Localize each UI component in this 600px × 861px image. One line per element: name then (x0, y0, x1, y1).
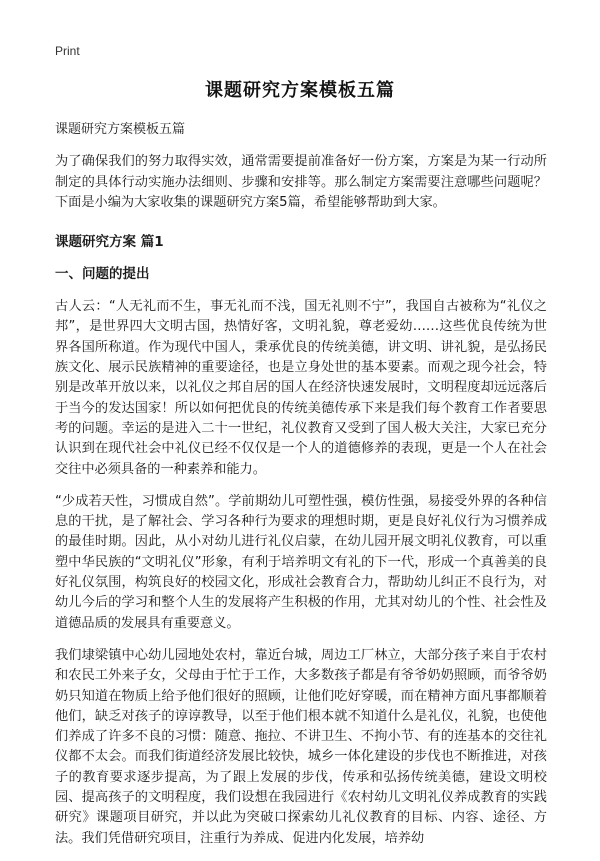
intro-paragraph: 为了确保我们的努力取得实效，通常需要提前准备好一份方案，方案是为某一行动所制定的具体行动实施办法细则、步骤和安排等。那么制定方案需要注意哪些问题呢？下面是小编为大家收集的课题研究方案5篇，希望能够帮助到大家。 (55, 154, 547, 210)
document-title: 课题研究方案模板五篇 (205, 80, 395, 101)
body-paragraph-2: “少成若天性，习惯成自然”。学前期幼儿可塑性强，模仿性强，易接受外界的各种信息的干扰，是了解社会、学习各种行为要求的理想时期，更是良好礼仪行为习惯养成的最佳时期。因此，从小对幼儿进行礼仪启蒙，在幼儿园开展文明礼仪教育，可以重塑中华民族的“文明礼仪”形象，有利于培养明文有礼的下一代，形成一个真善美的良好礼仪氛围，构筑良好的校园文化，形成社会教育合力，帮助幼儿纠正不良行为，对幼儿今后的学习和整个人生的发展将产生积极的作用，尤其对幼儿的个性、社会性及道德品质的发展具有重要意义。 (55, 493, 547, 631)
document-subtitle: 课题研究方案模板五篇 (55, 122, 186, 137)
subsection-heading: 一、问题的提出 (55, 266, 150, 283)
body-paragraph-3: 我们埭梁镇中心幼儿园地处农村，靠近台城，周边工厂林立，大部分孩子来自于农村和农民工外来子女，父母由于忙于工作，大多数孩子都是有爷爷奶奶照顾，而爷爷奶奶只知道在物质上给予他们很好的照顾，让他们吃好穿暖，而在精神方面凡事都顺着他们，缺乏对孩子的谆谆教导，以至于他们根本就不知道什么是礼仪，礼貌，也使他们养成了许多不良的习惯：随意、拖拉、不讲卫生、不拘小节、有的连基本的交往礼仪都不太会。而我们街道经济发展比较快，城乡一体化建设的步伐也不断推进，对孩子的教育要求逐步提高，为了跟上发展的步伐，传承和弘扬传统美德，建设文明校园、提高孩子的文明程度，我们设想在我园进行《农村幼儿文明礼仪养成教育的实践研究》课题项目研究，并以此为突破口探索幼儿礼仪教育的目标、内容、途径、方法。我们凭借研究项目，注重行为养成、促进内化发展，培养幼 (55, 647, 547, 846)
body-paragraph-1: 古人云：“人无礼而不生，事无礼而不浅，国无礼则不宁”，我国自古被称为“礼仪之邦”，是世界四大文明古国，热情好客，文明礼貌，尊老爱幼……这些优良传统为世界各国所称道。作为现代中国人，秉承优良的传统美德，讲文明、讲礼貌，是弘扬民族文化、展示民族精神的重要途径，也是立身处世的基本要素。而观之现今社会，特别是改革开放以来，以礼仪之邦自居的国人在经济快速发展时，文明程度却远远落后于当今的发达国家！所以如何把优良的传统美德传承下来是我们每个教育工作者要思考的问题。幸运的是进入二十一世纪，礼仪教育又受到了国人极大关注，大家已充分认识到在现代社会中礼仪已经不仅仅是一个人的道德修养的表现，更是一个人在社会交往中必须具备的一种素养和能力。 (55, 299, 547, 477)
document-body (55, 120, 547, 861)
print-label: Print (55, 44, 80, 58)
section-heading: 课题研究方案 篇1 (55, 234, 164, 251)
